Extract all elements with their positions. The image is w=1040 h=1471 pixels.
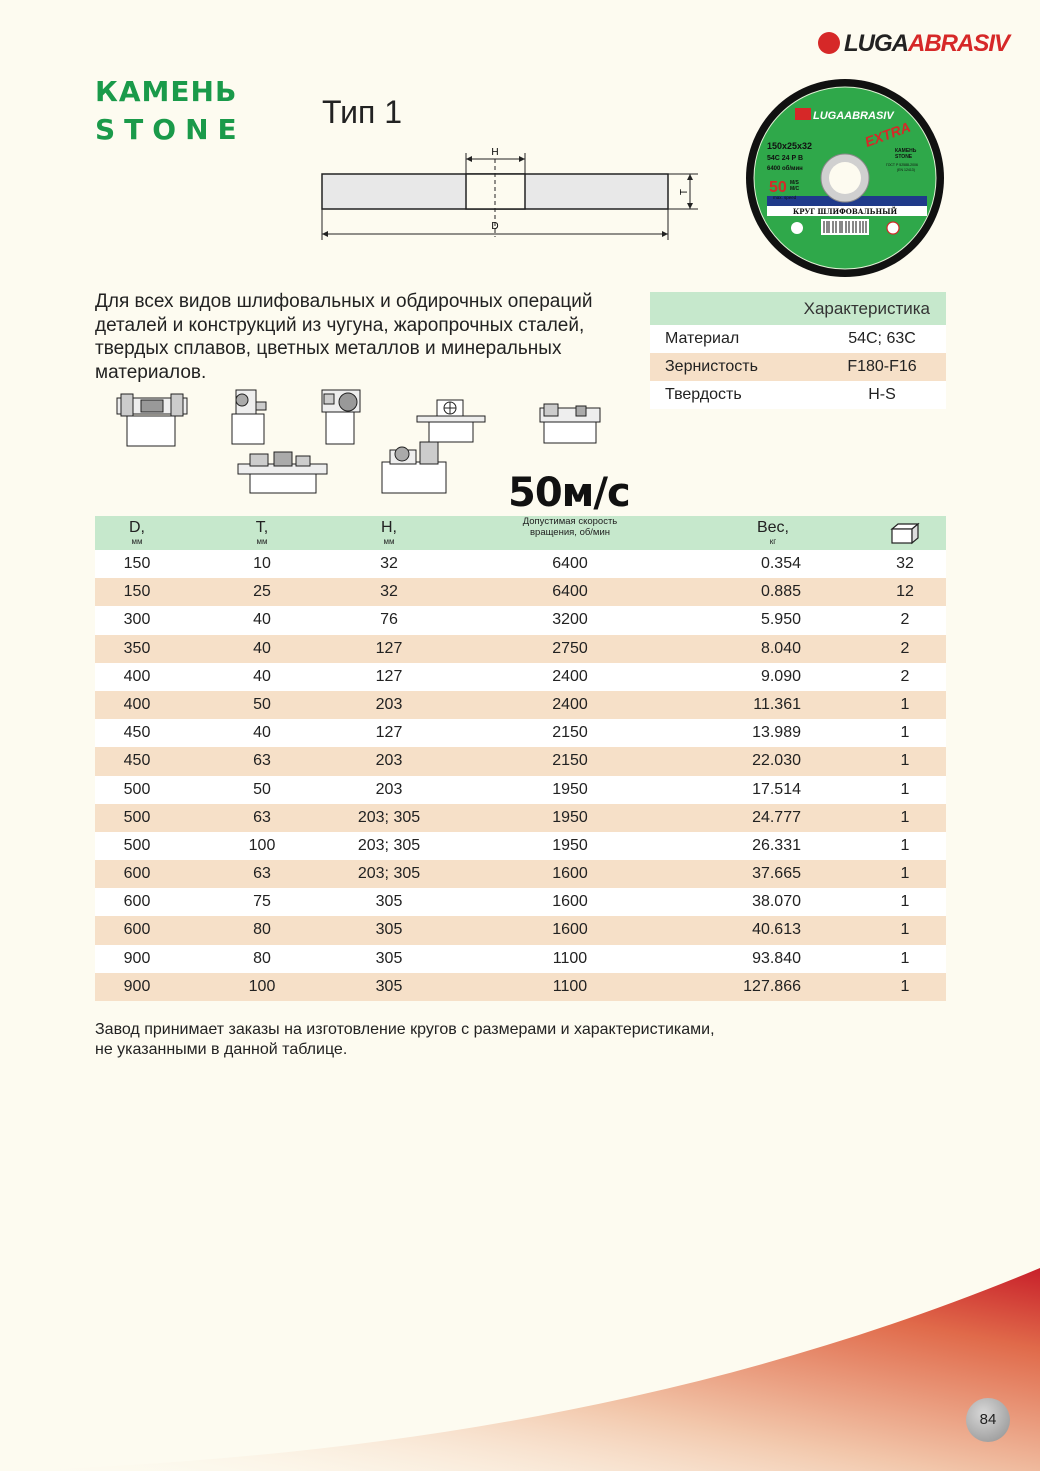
cell-weight: 8.040 bbox=[760, 639, 801, 657]
table-row bbox=[95, 635, 946, 663]
table-row bbox=[95, 776, 946, 804]
header-d-unit: мм bbox=[131, 537, 143, 546]
header-weight bbox=[745, 516, 801, 550]
cell-quantity: 1 bbox=[900, 724, 910, 742]
table-header bbox=[95, 516, 946, 550]
characteristics-row bbox=[650, 325, 946, 353]
cell-rpm: 2150 bbox=[552, 752, 588, 770]
cell-quantity: 1 bbox=[900, 808, 910, 826]
cell-thickness: 10 bbox=[253, 555, 271, 572]
product-gost: ГОСТ Р 52588-2006 bbox=[886, 163, 918, 167]
cell-rpm: 2150 bbox=[552, 724, 588, 742]
bench-grinder-icon bbox=[115, 392, 190, 447]
table-row bbox=[95, 747, 946, 775]
cell-diameter: 500 bbox=[123, 780, 151, 798]
header-t bbox=[242, 516, 282, 550]
cell-hole: 127 bbox=[375, 639, 403, 657]
characteristic-value: H-S bbox=[868, 386, 896, 403]
cell-rpm: 6400 bbox=[552, 555, 588, 572]
footer-note-line2: не указанными в данной таблице. bbox=[95, 1041, 348, 1058]
cell-hole: 127 bbox=[375, 667, 403, 685]
cell-quantity: 1 bbox=[900, 836, 910, 854]
characteristics-row bbox=[650, 353, 946, 381]
cell-thickness: 63 bbox=[253, 808, 271, 826]
header-weight-unit: кг bbox=[769, 537, 777, 546]
table-row bbox=[95, 888, 946, 916]
cell-hole: 305 bbox=[375, 977, 403, 995]
characteristics-header: Характеристика bbox=[650, 292, 946, 325]
tool-grinder-icon bbox=[380, 440, 448, 494]
logo-text-part2: ABRASIV bbox=[908, 30, 1010, 57]
cell-weight: 0.885 bbox=[760, 583, 801, 601]
cell-thickness: 75 bbox=[253, 893, 271, 911]
cell-quantity: 12 bbox=[896, 583, 914, 601]
cell-rpm: 1600 bbox=[552, 893, 588, 911]
cell-quantity: 2 bbox=[900, 639, 910, 657]
cell-quantity: 2 bbox=[900, 667, 910, 685]
cell-diameter: 600 bbox=[123, 893, 151, 911]
cell-diameter: 500 bbox=[123, 808, 151, 826]
logo-text bbox=[844, 30, 1009, 58]
table-row bbox=[95, 804, 946, 832]
logo-mark-icon bbox=[818, 32, 840, 54]
product-rpm: 6400 об/мин bbox=[767, 166, 803, 172]
characteristic-value: 54С; 63С bbox=[848, 330, 916, 347]
footer-note-line1: Завод принимает заказы на изготовление кругов с размерами и характеристиками, bbox=[95, 1021, 715, 1038]
cell-weight: 40.613 bbox=[752, 921, 801, 939]
table-row bbox=[95, 578, 946, 606]
cell-quantity: 1 bbox=[900, 752, 910, 770]
cell-weight: 93.840 bbox=[752, 949, 801, 967]
cell-quantity: 1 bbox=[900, 949, 910, 967]
surface-grinder-icon bbox=[415, 398, 487, 443]
sizes-table bbox=[95, 516, 946, 1001]
header-rpm-label: Допустимая скорость вращения, об/мин bbox=[522, 516, 618, 538]
cell-hole: 305 bbox=[375, 921, 403, 939]
brand-logo bbox=[818, 30, 1028, 60]
table-row bbox=[95, 550, 946, 578]
characteristic-key: Зернистость bbox=[665, 358, 758, 375]
cell-rpm: 1950 bbox=[552, 780, 588, 798]
table-row bbox=[95, 832, 946, 860]
product-speed-unit2: M/C bbox=[790, 186, 800, 192]
cell-thickness: 80 bbox=[253, 921, 271, 939]
type-label: Тип 1 bbox=[322, 94, 403, 130]
cell-hole: 203 bbox=[375, 780, 403, 798]
header-t-unit: мм bbox=[256, 537, 268, 546]
cell-weight: 0.354 bbox=[760, 555, 801, 572]
cell-diameter: 450 bbox=[123, 724, 151, 742]
cell-hole: 203 bbox=[375, 695, 403, 713]
header-t-label: T, bbox=[255, 519, 269, 536]
cell-hole: 32 bbox=[380, 555, 398, 572]
characteristics-table bbox=[650, 292, 946, 409]
product-size: 150x25x32 bbox=[767, 141, 813, 151]
wheel-dimension-diagram bbox=[318, 145, 708, 245]
product-title-en: STONE bbox=[95, 113, 246, 146]
cell-hole: 127 bbox=[375, 724, 403, 742]
product-speed: 50 bbox=[769, 179, 787, 196]
table-row bbox=[95, 945, 946, 973]
cell-thickness: 100 bbox=[248, 836, 276, 854]
table-row bbox=[95, 663, 946, 691]
cell-diameter: 400 bbox=[123, 667, 151, 685]
cell-hole: 203; 305 bbox=[357, 836, 421, 854]
header-weight-label: Вес, bbox=[756, 519, 789, 536]
cell-diameter: 600 bbox=[123, 921, 151, 939]
footer-note bbox=[95, 1020, 815, 1060]
cell-weight: 5.950 bbox=[760, 611, 801, 629]
cell-hole: 76 bbox=[380, 611, 398, 629]
product-title-ru: КАМЕНЬ bbox=[95, 75, 238, 108]
cell-hole: 203 bbox=[375, 752, 403, 770]
cell-diameter: 900 bbox=[123, 977, 151, 995]
cell-rpm: 2400 bbox=[552, 667, 588, 685]
cell-rpm: 1100 bbox=[552, 977, 588, 995]
table-body bbox=[95, 550, 946, 1001]
table-row bbox=[95, 606, 946, 634]
cell-thickness: 50 bbox=[253, 695, 271, 713]
cell-quantity: 1 bbox=[900, 780, 910, 798]
diagram-h-label: H bbox=[491, 147, 499, 158]
cell-weight: 17.514 bbox=[752, 780, 801, 798]
product-en-std: (EN 12413) bbox=[897, 168, 915, 172]
cell-thickness: 40 bbox=[253, 639, 271, 657]
cell-thickness: 50 bbox=[253, 780, 271, 798]
cell-quantity: 1 bbox=[900, 865, 910, 883]
product-brand: LUGAABRASIV bbox=[813, 110, 894, 122]
page-number: 84 bbox=[966, 1398, 1010, 1442]
cell-diameter: 900 bbox=[123, 949, 151, 967]
cell-rpm: 3200 bbox=[552, 611, 588, 629]
cell-rpm: 1600 bbox=[552, 921, 588, 939]
product-speed-note: max. speed bbox=[773, 195, 797, 200]
product-spec: 54C 24 P B bbox=[767, 155, 804, 162]
product-kind-ru: КАМЕНЬ bbox=[895, 148, 917, 154]
cell-diameter: 300 bbox=[123, 611, 151, 629]
diagram-d-label: D bbox=[491, 221, 499, 232]
cell-diameter: 400 bbox=[123, 695, 151, 713]
cell-hole: 203; 305 bbox=[357, 808, 421, 826]
table-row bbox=[95, 916, 946, 944]
cell-diameter: 450 bbox=[123, 752, 151, 770]
cell-thickness: 40 bbox=[253, 667, 271, 685]
product-description: Для всех видов шлифовальных и обдирочных операций деталей и конструкций из чугуна, жаропрочных сталей, твердых сплавов, цветных металлов и минеральных материалов. bbox=[95, 291, 593, 383]
vertical-grinder-icon bbox=[228, 388, 270, 445]
header-h bbox=[369, 516, 409, 550]
cell-weight: 13.989 bbox=[752, 724, 801, 742]
table-row bbox=[95, 719, 946, 747]
cell-rpm: 2400 bbox=[552, 695, 588, 713]
cell-weight: 127.866 bbox=[743, 977, 801, 995]
cell-diameter: 150 bbox=[123, 555, 151, 572]
horizontal-grinder-icon bbox=[236, 450, 329, 494]
cell-quantity: 1 bbox=[900, 893, 910, 911]
box-icon bbox=[890, 521, 920, 545]
cell-diameter: 600 bbox=[123, 865, 151, 883]
cell-diameter: 350 bbox=[123, 639, 151, 657]
cell-weight: 38.070 bbox=[752, 893, 801, 911]
characteristics-row bbox=[650, 381, 946, 409]
product-extra: EXTRA bbox=[862, 118, 913, 150]
cell-thickness: 80 bbox=[253, 949, 271, 967]
header-h-label: H, bbox=[381, 519, 397, 536]
cell-rpm: 6400 bbox=[552, 583, 588, 601]
characteristic-key: Материал bbox=[665, 330, 740, 347]
cell-rpm: 1100 bbox=[552, 949, 588, 967]
cell-diameter: 150 bbox=[123, 583, 151, 601]
cell-thickness: 100 bbox=[248, 977, 276, 995]
cell-thickness: 40 bbox=[253, 724, 271, 742]
cell-quantity: 32 bbox=[896, 555, 914, 572]
cell-hole: 32 bbox=[380, 583, 398, 601]
cell-rpm: 1950 bbox=[552, 808, 588, 826]
cell-quantity: 2 bbox=[900, 611, 910, 629]
cell-thickness: 63 bbox=[253, 865, 271, 883]
header-rpm bbox=[515, 516, 625, 550]
cell-weight: 24.777 bbox=[752, 808, 801, 826]
product-wheel-image bbox=[745, 78, 945, 278]
cell-quantity: 1 bbox=[900, 921, 910, 939]
characteristic-key: Твердость bbox=[665, 386, 742, 403]
cutting-machine-icon bbox=[320, 388, 362, 445]
decorative-swoosh bbox=[0, 1250, 1040, 1471]
cell-quantity: 1 bbox=[900, 695, 910, 713]
cell-quantity: 1 bbox=[900, 977, 910, 995]
cell-hole: 305 bbox=[375, 893, 403, 911]
cell-weight: 26.331 bbox=[752, 836, 801, 854]
table-row bbox=[95, 691, 946, 719]
cell-thickness: 40 bbox=[253, 611, 271, 629]
cell-hole: 203; 305 bbox=[357, 865, 421, 883]
table-row bbox=[95, 860, 946, 888]
cell-rpm: 1600 bbox=[552, 865, 588, 883]
cell-rpm: 1950 bbox=[552, 836, 588, 854]
header-d bbox=[119, 516, 155, 550]
cell-weight: 11.361 bbox=[753, 695, 801, 713]
diagram-t-label: T bbox=[679, 188, 690, 196]
logo-text-part1: LUGA bbox=[844, 30, 908, 57]
cell-weight: 22.030 bbox=[752, 752, 801, 770]
table-row bbox=[95, 973, 946, 1001]
cell-thickness: 25 bbox=[253, 583, 271, 601]
product-speed-unit1: M/S bbox=[790, 180, 799, 186]
cell-hole: 305 bbox=[375, 949, 403, 967]
cell-diameter: 500 bbox=[123, 836, 151, 854]
header-d-label: D, bbox=[129, 519, 145, 536]
cylindrical-grinder-icon bbox=[538, 402, 602, 444]
characteristic-value: F180-F16 bbox=[847, 358, 917, 375]
cell-weight: 37.665 bbox=[752, 865, 801, 883]
max-speed-label: 50м/с bbox=[508, 470, 630, 516]
cell-weight: 9.090 bbox=[760, 667, 801, 685]
cell-thickness: 63 bbox=[253, 752, 271, 770]
product-band-text: КРУГ ШЛИФОВАЛЬНЫЙ bbox=[792, 207, 898, 216]
header-h-unit: мм bbox=[383, 537, 395, 546]
cell-rpm: 2750 bbox=[552, 639, 588, 657]
product-kind-en: STONE bbox=[895, 154, 913, 160]
